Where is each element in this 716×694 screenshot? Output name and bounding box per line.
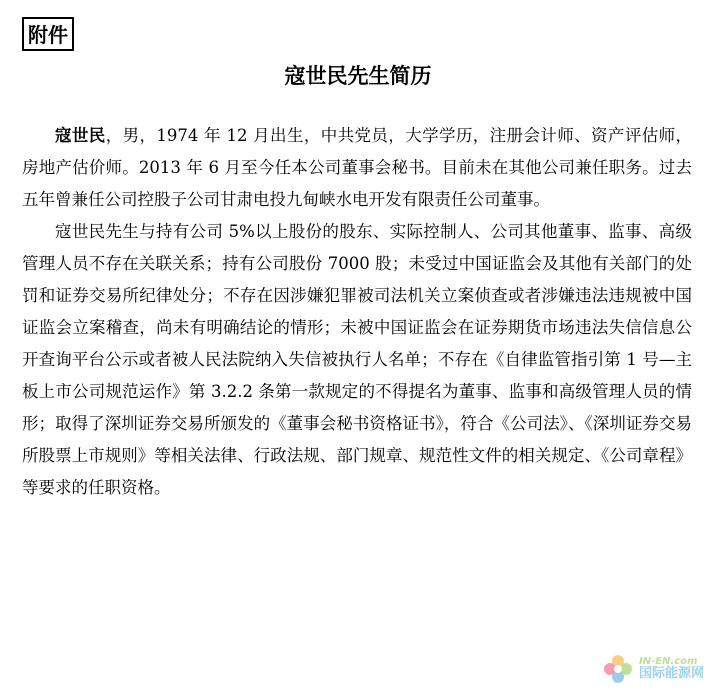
document-title: 寇世民先生简历 — [284, 64, 432, 88]
watermark — [601, 652, 704, 686]
watermark-cn: 国际能源网 — [638, 666, 704, 682]
paragraph-qualification: 寇世民先生与持有公司 5%以上股份的股东、实际控制人、公司其他董事、监事、高级管理人员不存在关联关系；持有公司股份 7000 股；未受过中国证监会及其他有关部门的处罚和证券交易所纪律处分；不存在因涉嫌犯罪被司法机关立案侦查或者涉嫌违法违规被中国证监会立案稽查，尚未有明确结论的情形；未被中国证监会在证券期货市场违法失信信息公开查询平台公示或者被人民法院纳入失信被执行人名单；不存在《自律监管指引第 1 号—主板上市公司规范运作》第 3.2.2 条第一款规定的不得提名为董事、监事和高级管理人员的情形；取得了深圳证券交易所颁发的《董事会秘书资格证书》，符合《公司法》、《深圳证券交易所股票上市规则》等相关法律、行政法规、部门规章、规范性文件的相关规定、《公司章程》等要求的任职资格。 — [22, 222, 692, 497]
person-name: 寇世民 — [55, 126, 106, 145]
flower-logo-icon — [601, 652, 635, 686]
watermark-en: IN-EN.com — [638, 656, 698, 668]
resume-body — [22, 120, 692, 504]
attachment-label: 附件 — [22, 17, 74, 51]
paragraph-basic-info-text: ，男，1974 年 12 月出生，中共党员，大学学历，注册会计师、资产评估师，房地产估价师。2013 年 6 月至今任本公司董事会秘书。目前未在其他公司兼任职务。过去五年曾兼任公司控股子公司甘肃电投九甸峡水电开发有限责任公司董事。 — [22, 126, 692, 209]
paragraph-basic-info — [22, 120, 692, 216]
watermark-text — [639, 656, 704, 681]
